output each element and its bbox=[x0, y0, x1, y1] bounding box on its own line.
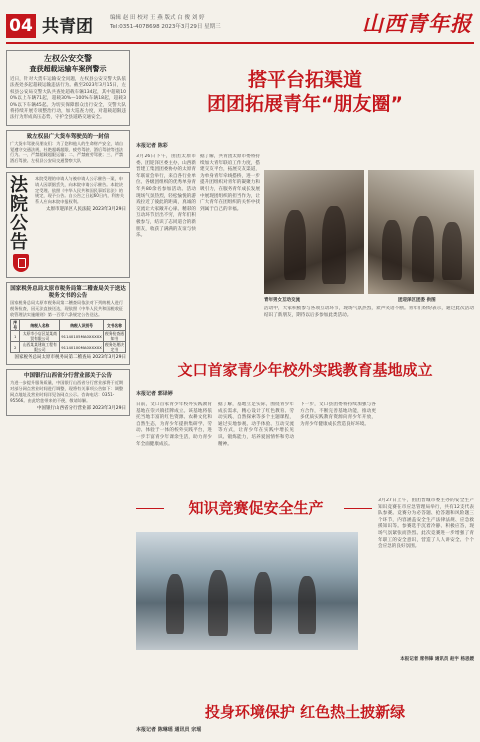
article1-headline-line2: 团团拓展青年“朋友圈” bbox=[207, 93, 403, 115]
notice-subtitle: 查获超载运输车案例警示 bbox=[29, 65, 107, 73]
article1-photo-right bbox=[368, 170, 474, 294]
article2-headline: 文口首家青少年校外实践教育基地成立 bbox=[177, 361, 433, 379]
header-info bbox=[110, 14, 221, 32]
tax-col-header: 序号 bbox=[11, 320, 20, 331]
tax-col-header: 文书名称 bbox=[103, 320, 125, 331]
warning-box bbox=[6, 130, 130, 168]
article3-byline: 本报记者 席伟锋 通讯员 赵宇 杨思媛 bbox=[400, 657, 474, 662]
table-cell: 2 bbox=[11, 342, 20, 353]
person-figure bbox=[382, 220, 402, 280]
table-row bbox=[11, 342, 126, 353]
court-body: 本院受理的申请人与被申请人公示催告一案，申请人因票据丢失，向本院申请公示催告。本院决定受理。依照《中华人民共和国民事诉讼法》的规定，现予公告。自公告之日起60日内，利害关系人应向本院申报权利。 bbox=[35, 176, 125, 205]
warning-body: 广大货车驾驶员朋友们：为了您和他人的生命财产安全，请自觉遵守交通法规，杜绝超载超限、疲劳驾驶、酒后驾驶等违法行为。一、严禁超载超限运输；二、严禁疲劳驾驶；三、严禁酒后驾驶。左权县公安局交通警察大队 bbox=[10, 140, 124, 164]
article1-headline-line1: 搭平台拓渠道 bbox=[247, 69, 362, 91]
article1-photo2-caption: 团迎泽区团委 供图 bbox=[398, 298, 436, 303]
article1-body-right: 活动中，大家积极参与各项互动环节，现场气氛热烈，欢声笑语不断。青年们纷纷表示，通过此次活动结识了新朋友，期待以后多参加此类活动。 bbox=[264, 306, 474, 318]
tax-title: 国家税务总局太原市税务局第二稽查局关于送达税务文书的公告 bbox=[10, 286, 126, 300]
person-figure bbox=[284, 210, 306, 280]
article2-col3: 下一步，文口县团委将持续加强与各方合作，不断完善基地功能，推动更多优质实践教育资源向青少年开放，为青少年健康成长营造良好环境。 bbox=[300, 402, 376, 427]
article1-byline: 本报记者 陈彩 bbox=[136, 143, 168, 149]
person-figure bbox=[322, 206, 346, 284]
left-column bbox=[6, 50, 130, 740]
notice-box bbox=[6, 50, 130, 126]
notice-title: 左权公安交警 bbox=[44, 54, 92, 63]
tax-body: 国家税务总局太原市税务局第二稽查局依法对下列纳税人进行税务检查，因无法直接送达，现依照《中华人民共和国税收征收管理法实施细则》第一百零六条规定公告送达。 bbox=[10, 300, 124, 317]
person-figure bbox=[208, 570, 228, 636]
table-row bbox=[11, 331, 126, 342]
article3-body: 3月27日上午，由团晋城市委主办的安全生产知识竞赛在市应急管理局举行，共有12支代表队参赛。竞赛分为必答题、抢答题和风险题三个环节，内容涵盖安全生产法律法规、应急救援知识等。参赛选手沉着冷静、积极应答，现场气氛紧张而热烈。此次竞赛进一步增强了青年职工的安全意识，营造了人人讲安全、个个会应急的良好氛围。 bbox=[378, 498, 474, 550]
bank-notice bbox=[6, 369, 130, 415]
headline-rule bbox=[136, 508, 164, 509]
court-emblem-icon bbox=[13, 254, 29, 272]
article4-headline: 投身环境保护 红色热土披新绿 bbox=[204, 703, 406, 721]
table-cell: 税务处理决定书 bbox=[104, 342, 124, 353]
table-cell: 山西某某建筑工程有限公司 bbox=[20, 342, 60, 353]
bank-body: 为进一步提升服务质量，中国银行山西省分行营业部将于近期对部分网点营业时间进行调整，现将有关事项公告如下：调整网点地址及营业时间详见各网点公示。咨询电话：0351-95566。由此给您带来的不便，敬请谅解。 bbox=[10, 380, 124, 403]
person-figure bbox=[298, 576, 316, 634]
tax-notice bbox=[6, 282, 130, 365]
article1-photo-left bbox=[264, 170, 364, 294]
article1-col1: 3月26日下午，由团太原市委、团迎泽区委主办，山西新晋建工集团团委协办的太原青年联谊会举行，来自各行业单位、各级团组织的优秀单身青年共80余名参加活动。活动现场气氛热烈，轻松愉悦的游戏拉近了彼此的距离，真诚的交流让大家敞开心扉。精彩的互动环节层出不穷，青年们积极参与，结识了志同道合的新朋友，收获了满满的友谊与快乐。 bbox=[136, 154, 196, 239]
article2-col1: 日前，文口首家青少年校外实践教育基地在崇兴镇挂牌成立。该基地将依托当地丰富的红色资源、农耕文化和自然生态，为青少年提供集研学、劳动、体验于一体的校外实践平台，进一步丰富青少年课余生活，助力青少年全面健康成长。 bbox=[136, 402, 212, 447]
bank-signature: 中国银行山西省分行营业部 2023年3月29日 bbox=[37, 405, 126, 411]
person-figure bbox=[412, 216, 434, 282]
headline-rule bbox=[344, 508, 372, 509]
page-number: 04 bbox=[6, 14, 36, 38]
table-cell: 太原市小店区某某商贸有限公司 bbox=[20, 331, 60, 342]
main-area bbox=[136, 50, 474, 740]
article1-headline bbox=[136, 68, 474, 116]
person-figure bbox=[442, 222, 462, 280]
article3-headline-wrap bbox=[166, 498, 346, 518]
notice-body: 近日，针对大货车运输安全问题，左权县公安交警大队依法查处多起超载运输违法行为。截至2023年3月15日，左权县公安局交警大队共查处超载车辆134起，其中超载100%以上车辆71起，超载30%—100%车辆18起，超载30%以下车辆45起。为切实保障群众出行安全，交警大队将持续开展专项整治行动，加大巡查力度，对超载超限违法行为形成高压态势，守护全县道路交通安全。 bbox=[10, 77, 126, 121]
court-signature: 太原市迎泽区人民法院 2023年3月29日 bbox=[46, 207, 126, 213]
table-cell: 91140100MA0XXXXX bbox=[60, 342, 104, 353]
section-name: 共青团 bbox=[42, 17, 93, 37]
table-cell: 91140105MA0XXXXX bbox=[60, 331, 104, 342]
article1-col2: 据了解，共青团太原市委将持续加大青年联谊工作力度，搭建交友平台，拓展交友渠道，为单身青年牵线搭桥，进一步提升团组织对青年的凝聚力和吸引力，在服务青年成长发展中展现团组织的担当作为，让广大青年在团组织的关怀中找到属于自己的幸福。 bbox=[200, 154, 260, 212]
person-figure bbox=[254, 572, 272, 634]
person-figure bbox=[166, 574, 184, 634]
masthead-logo: 山西青年报 bbox=[362, 11, 472, 36]
court-label: 法院公告 bbox=[10, 175, 28, 254]
header-editors: 编辑 赵 田 校对 王 燕 版式 白 俊 刘 婷 bbox=[110, 15, 205, 21]
article4-byline: 本报记者 陈琳瑶 通讯员 宗瑶 bbox=[136, 727, 202, 733]
warning-title: 致左权县广大货车驾驶员的一封信 bbox=[26, 133, 110, 140]
tax-col-header: 纳税人识别号 bbox=[60, 320, 104, 331]
table-cell: 税务检查通知书 bbox=[104, 331, 124, 342]
page-header bbox=[6, 8, 474, 44]
bank-title: 中国银行山西省分行营业部关于公告 bbox=[23, 373, 112, 380]
article3-headline: 知识竞赛促安全生产 bbox=[188, 499, 324, 517]
article2-byline: 本报记者 郭译婷 bbox=[136, 391, 173, 397]
table-cell: 1 bbox=[11, 331, 20, 342]
court-notice bbox=[6, 172, 130, 278]
tax-signature: 国家税务总局太原市税务局第二稽查局 2023年3月29日 bbox=[14, 355, 126, 361]
tax-table bbox=[10, 319, 126, 353]
tax-col-header: 纳税人名称 bbox=[20, 320, 60, 331]
article3-photo bbox=[136, 532, 358, 650]
article1-photo1-caption: 青年男女互动交流 bbox=[264, 298, 300, 303]
article2-col2: 据了解，基地立足实际，围绕青少年成长需求，精心设计了红色教育、劳动实践、自然探索等多个主题课程，通过实地参观、动手体验、互动交流等方式，让青少年在实践中增长见识、锻炼能力，培养爱国情怀和劳动精神。 bbox=[218, 402, 294, 447]
header-date: Tel:0351-4078698 2023年3月29日 星期三 bbox=[110, 24, 221, 30]
